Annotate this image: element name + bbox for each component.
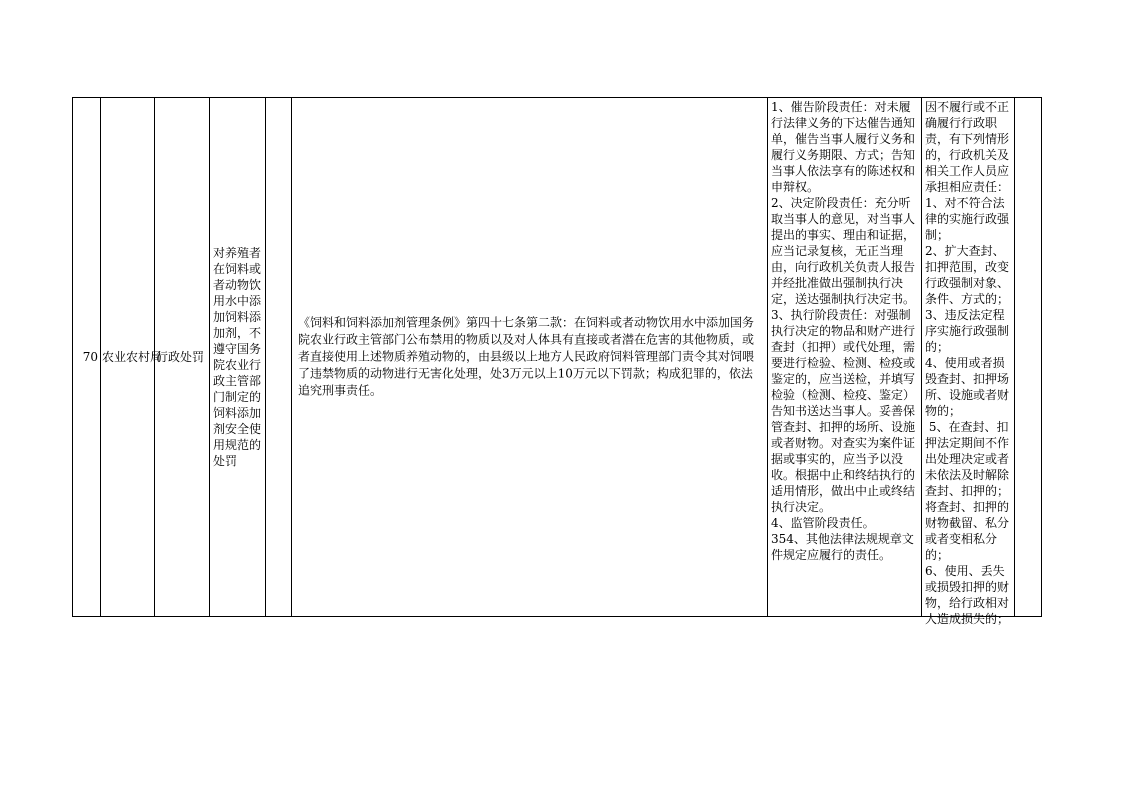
department-name: 农业农村局 [102, 350, 163, 364]
power-category: 行政处罚 [156, 350, 205, 364]
cell-department [101, 98, 163, 616]
cell-empty-2 [1015, 98, 1043, 616]
cell-serial-number [73, 98, 101, 616]
legal-basis: 《饲料和饲料添加剂管理条例》第四十七条第二款：在饲料或者动物饮用水中添加国务院农业行政主管部门公布禁用的物质以及对人体具有直接或者潜在危害的其他物质，或者直接使用上述物质养殖动物的，由县级以上地方人民政府饲料管理部门责令其对饲喂了违禁物质的动物进行无害化处理，处3万元以上10万元以下罚款；构成犯罪的，依法追究刑事责任。 [298, 315, 755, 398]
cell-accountability [922, 98, 1015, 626]
responsibility-text: 1、催告阶段责任：对未履行法律义务的下达催告通知单，催告当事人履行义务和履行义务期限、方式；告知当事人依法享有的陈述权和申辩权。 2、决定阶段责任：充分听取当事人的意见，对当事人提出的事实、理由和证据，应当记录复核，无正当理由，向行政机关负责人报告并经批准做出强制执行决定，送达强制执行决定书。 3、执行阶段责任：对强制执行决定的物品和财产进行查封（扣押）或代处理，需要进行检验、检测、检疫或鉴定的，应当送检，并填写检验（检测、检疫、鉴定）告知书送达当事人。妥善保管查封、扣押的场所、设施或者财物。对查实为案件证据或事实的，应当予以没收。根据中止和终结执行的适用情形，做出中止或终结执行决定。 4、监管阶段责任。 354、其他法律法规规章文件规定应履行的责任。 [771, 100, 916, 562]
cell-empty-1 [266, 98, 292, 616]
cell-legal-basis [292, 98, 768, 616]
cell-item-name [210, 98, 266, 616]
serial-number: 70 [82, 350, 98, 364]
accountability-text: 因不履行或不正确履行行政职责，有下列情形的，行政机关及相关工作人员应承担相应责任： 1、对不符合法律的实施行政强制； 2、扩大查封、扣押范围，改变行政强制对象、条件、方式的； 3、违反法定程序实施行政强制的； 4、使用或者损毁查封、扣押场所、设施或者财物的； 5、在查封、扣押法定期间不作出处理决定或者未依法及时解除查封、扣押的；将查封、扣押的财物截留、私分或者变相私分的； 6、使用、丢失或损毁扣押的财物，给行政相对人造成损失的； [925, 100, 1010, 626]
item-name: 对养殖者在饲料或者动物饮用水中添加饲料添加剂，不遵守国务院农业行政主管部门制定的饲料添加剂安全使用规范的处罚 [213, 246, 262, 468]
cell-power-category [155, 98, 210, 616]
cell-responsibility [768, 98, 922, 616]
powers-table [72, 97, 1042, 626]
